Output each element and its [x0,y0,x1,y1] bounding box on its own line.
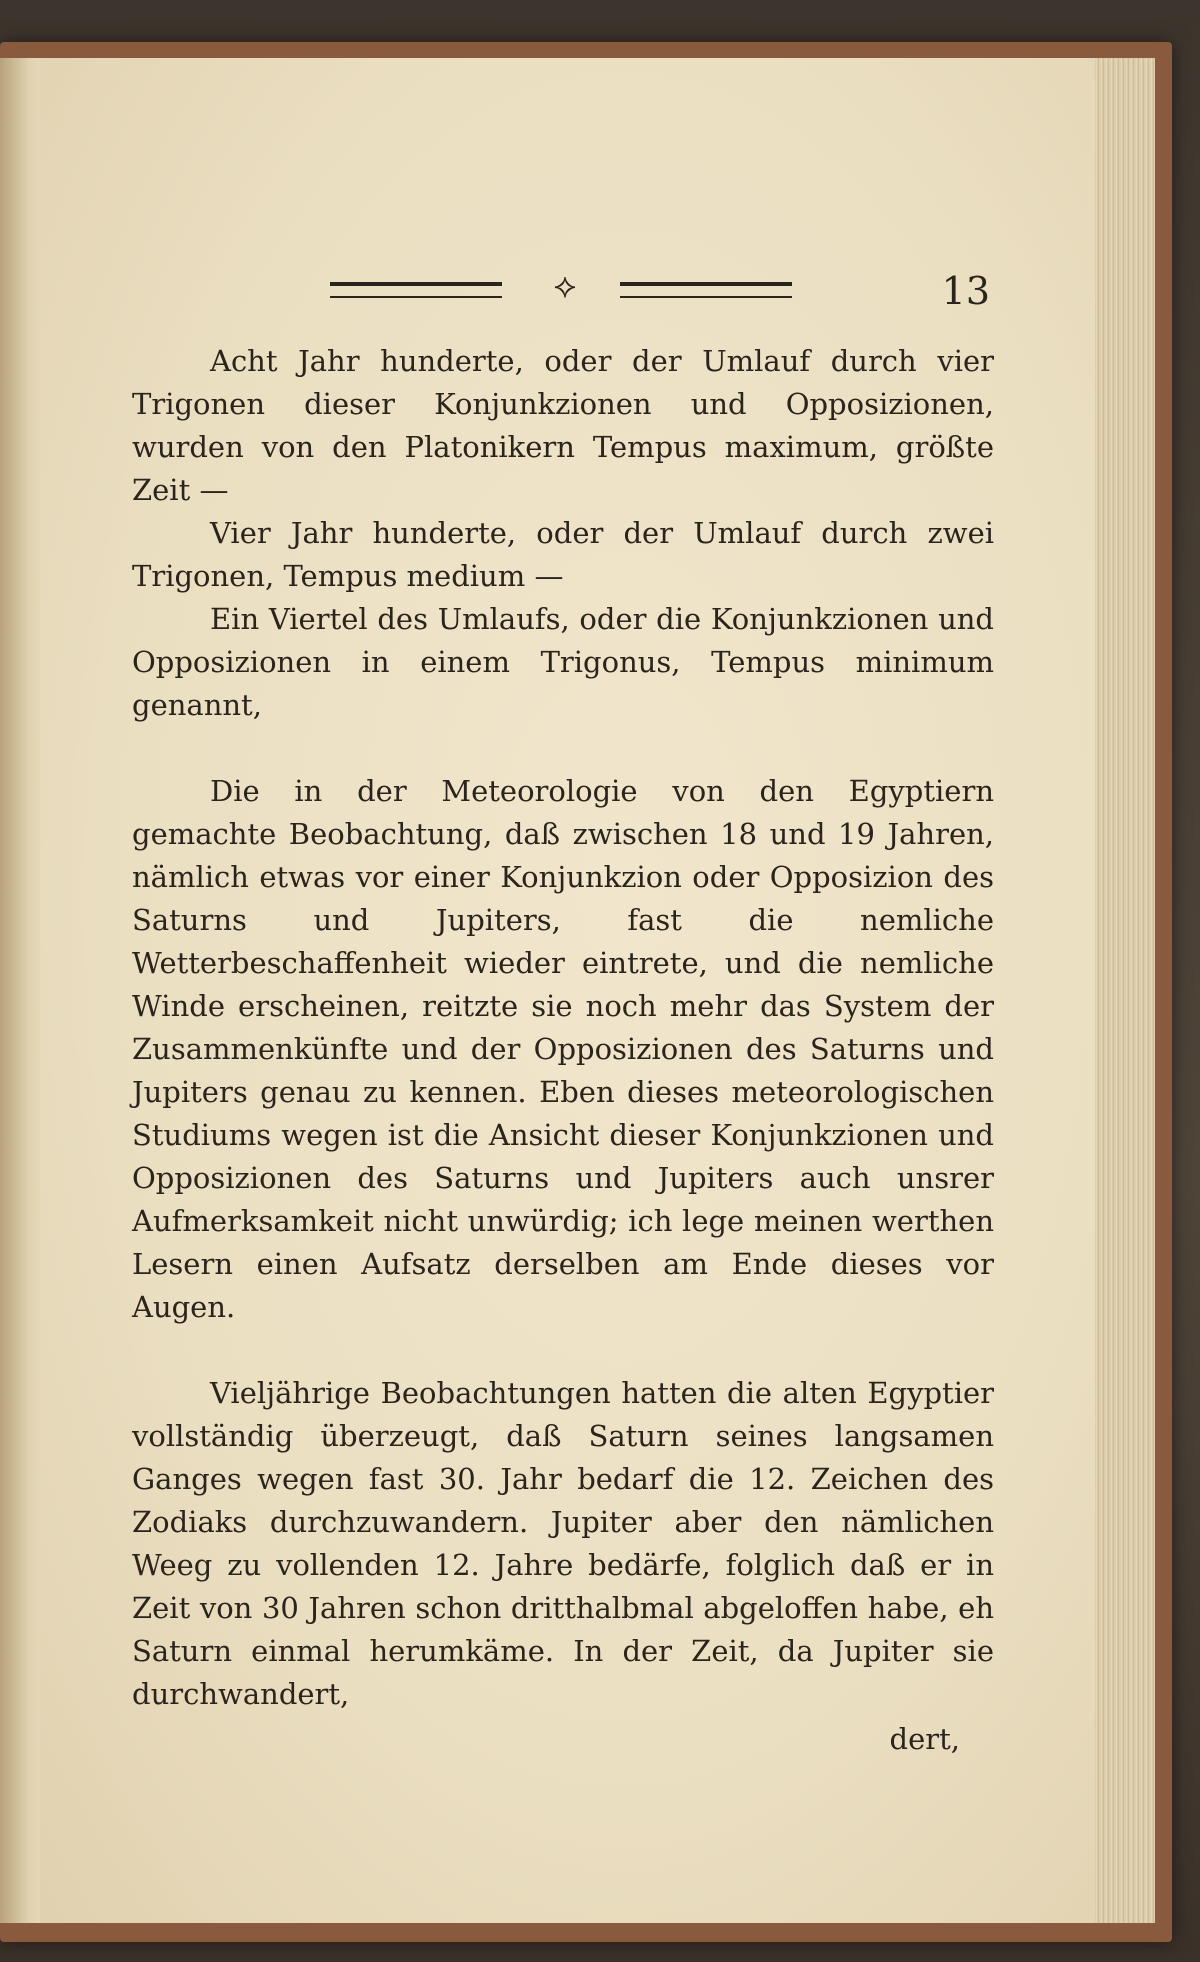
book-page [40,58,1100,1923]
paragraph-4: Die in der Meteorologie von den Egyptiern gemachte Beobachtung, daß zwischen 18 und 19 Jahren, nämlich etwas vor einer Konjunkzion oder Opposizion des Saturns und Jupiters, fast die nemliche Wetterbeschaffenheit wieder eintrete, und die nemliche Winde erscheinen, reitzte sie noch mehr das System der Zusammenkünfte und der Opposizionen des Saturns und Jupiters genau zu kennen. Eben dieses meteorologischen Studiums wegen ist die Ansicht dieser Konjunkzionen und Opposizionen des Saturns und Jupiters auch unsrer Aufmerksamkeit nicht unwürdig; ich lege meinen werthen Lesern einen Aufsatz derselben am Ende dieses vor Augen. [132,774,994,1324]
header-rule-left [330,282,502,298]
paragraph-2: Vier Jahr hunderte, oder der Umlauf durch zwei Trigonen, Tempus medium — [132,516,994,593]
paragraph-5: Vieljährige Beobachtungen hatten die alten Egyptier vollständig überzeugt, daß Saturn seines langsamen Ganges wegen fast 30. Jahr bedarf die 12. Zeichen des Zodiaks durchzuwandern. Jupiter aber den nämlichen Weeg zu vollenden 12. Jahre bedärfe, folglich daß er in Zeit von 30 Jahren schon dritthalbmal abgeloffen habe, eh Saturn einmal herumkäme. In der Zeit, da Jupiter sie durchwandert, [132,1376,994,1711]
header-rule-right [620,282,792,298]
page-block-edge [1095,58,1155,1923]
page-number: 13 [941,269,990,313]
paragraph-1: Acht Jahr hunderte, oder der Umlauf durch vier Trigonen dieser Konjunkzionen und Opposizionen, wurden von den Platonikern Tempus maximum, größte Zeit — [132,344,994,507]
paragraph-3: Ein Viertel des Umlaufs, oder die Konjunkzionen und Opposizionen in einem Trigonus, Tempus minimum genannt, [132,602,994,722]
ornament-icon: ⟡ [553,266,577,306]
page-body [132,340,994,1716]
catchword: dert, [889,1722,960,1756]
page-header [40,208,1100,313]
